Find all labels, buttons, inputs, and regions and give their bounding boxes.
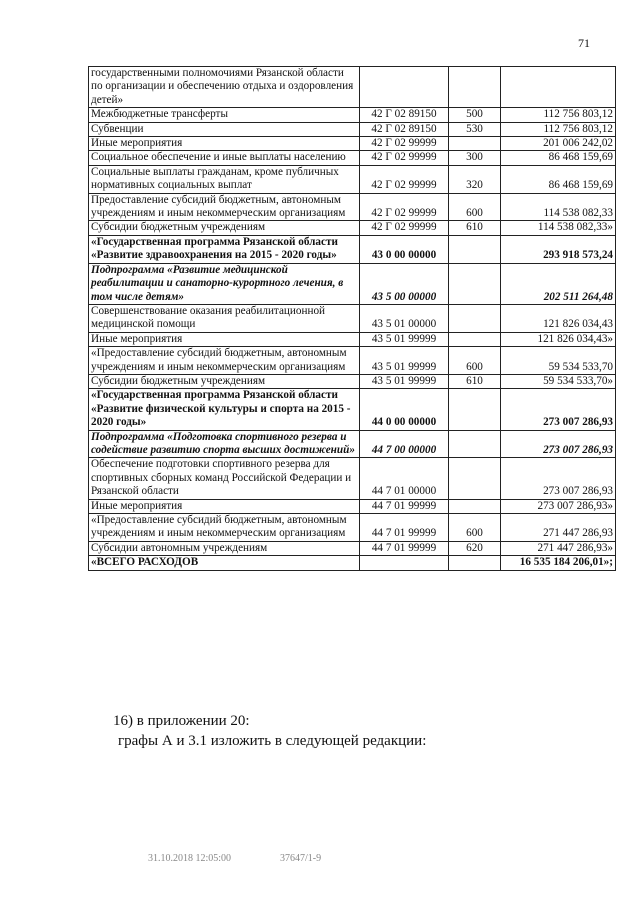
row-vr <box>449 304 501 332</box>
row-name: Обеспечение подготовки спортивного резерва для спортивных сборных команд Российской Федерации и Рязанской области <box>89 458 360 499</box>
row-sum: 273 007 286,93 <box>501 430 616 458</box>
row-sum: 121 826 034,43 <box>501 304 616 332</box>
row-csr <box>360 67 449 108</box>
table-row <box>89 221 616 235</box>
table-row <box>89 514 616 542</box>
row-sum: 112 756 803,12 <box>501 122 616 136</box>
row-name: Межбюджетные трансферты <box>89 108 360 122</box>
row-vr: 600 <box>449 193 501 221</box>
row-sum: 114 538 082,33 <box>501 193 616 221</box>
row-vr: 300 <box>449 151 501 165</box>
row-name: Социальное обеспечение и иные выплаты населению <box>89 151 360 165</box>
row-vr: 600 <box>449 347 501 375</box>
row-sum: 293 918 573,24 <box>501 235 616 263</box>
row-csr: 42 Г 02 99999 <box>360 151 449 165</box>
row-name: Субсидии бюджетным учреждениям <box>89 221 360 235</box>
page-number: 71 <box>578 36 590 50</box>
row-csr: 44 0 00 00000 <box>360 389 449 430</box>
row-vr <box>449 67 501 108</box>
row-name: Предоставление субсидий бюджетным, автономным учреждениям и иным некоммерческим организациям <box>89 193 360 221</box>
row-sum: 273 007 286,93» <box>501 499 616 513</box>
row-name: государственными полномочиями Рязанской области по организации и обеспечению отдыха и оздоровления детей» <box>89 67 360 108</box>
row-name: Подпрограмма «Подготовка спортивного резерва и содействие развитию спорта высших достижений» <box>89 430 360 458</box>
row-csr: 44 7 01 99999 <box>360 541 449 555</box>
row-sum: 86 468 159,69 <box>501 151 616 165</box>
row-sum: 271 447 286,93 <box>501 514 616 542</box>
budget-table <box>88 66 616 571</box>
table-row <box>89 430 616 458</box>
table-row <box>89 235 616 263</box>
table-row <box>89 389 616 430</box>
row-name: «Государственная программа Рязанской области «Развитие физической культуры и спорта на 2015 - 2020 годы» <box>89 389 360 430</box>
table-row <box>89 165 616 193</box>
row-sum: 271 447 286,93» <box>501 541 616 555</box>
row-name: Иные мероприятия <box>89 332 360 346</box>
row-name: Иные мероприятия <box>89 499 360 513</box>
table-row <box>89 67 616 108</box>
row-csr: 43 5 01 99999 <box>360 374 449 388</box>
after-text-line1: 16) в приложении 20: <box>113 713 250 729</box>
budget-table-body <box>89 67 616 571</box>
row-csr: 43 5 00 00000 <box>360 263 449 304</box>
table-row <box>89 263 616 304</box>
row-name: «ВСЕГО РАСХОДОВ <box>89 556 360 570</box>
row-vr <box>449 430 501 458</box>
table-row <box>89 151 616 165</box>
row-sum: 59 534 533,70 <box>501 347 616 375</box>
row-csr <box>360 556 449 570</box>
row-sum: 273 007 286,93 <box>501 458 616 499</box>
table-row <box>89 193 616 221</box>
table-row <box>89 108 616 122</box>
row-name: «Предоставление субсидий бюджетным, автономным учреждениям и иным некоммерческим организациям <box>89 347 360 375</box>
row-csr: 42 Г 02 99999 <box>360 193 449 221</box>
row-name: Субсидии автономным учреждениям <box>89 541 360 555</box>
row-vr <box>449 332 501 346</box>
table-row <box>89 541 616 555</box>
table-row <box>89 458 616 499</box>
row-csr: 44 7 01 99999 <box>360 514 449 542</box>
row-vr <box>449 389 501 430</box>
row-name: «Предоставление субсидий бюджетным, автономным учреждениям и иным некоммерческим организациям <box>89 514 360 542</box>
row-vr <box>449 556 501 570</box>
row-vr <box>449 458 501 499</box>
row-vr: 500 <box>449 108 501 122</box>
row-csr: 42 Г 02 89150 <box>360 122 449 136</box>
table-row <box>89 499 616 513</box>
table-row <box>89 332 616 346</box>
row-vr <box>449 263 501 304</box>
row-name: Иные мероприятия <box>89 137 360 151</box>
row-vr: 620 <box>449 541 501 555</box>
row-sum: 273 007 286,93 <box>501 389 616 430</box>
table-row <box>89 122 616 136</box>
after-text-line2: графы А и 3.1 изложить в следующей редакции: <box>118 733 427 749</box>
row-sum: 121 826 034,43» <box>501 332 616 346</box>
table-row <box>89 374 616 388</box>
row-vr <box>449 235 501 263</box>
row-sum: 59 534 533,70» <box>501 374 616 388</box>
row-name: Социальные выплаты гражданам, кроме публичных нормативных социальных выплат <box>89 165 360 193</box>
row-csr: 43 0 00 00000 <box>360 235 449 263</box>
footer-date: 31.10.2018 12:05:00 <box>148 853 232 864</box>
row-sum: 201 006 242,02 <box>501 137 616 151</box>
row-csr: 42 Г 02 99999 <box>360 221 449 235</box>
row-sum: 114 538 082,33» <box>501 221 616 235</box>
row-sum: 202 511 264,48 <box>501 263 616 304</box>
row-vr: 610 <box>449 374 501 388</box>
row-csr: 44 7 00 00000 <box>360 430 449 458</box>
row-vr: 530 <box>449 122 501 136</box>
table-row <box>89 304 616 332</box>
row-name: Субсидии бюджетным учреждениям <box>89 374 360 388</box>
table-row-total <box>89 556 616 570</box>
row-sum <box>501 67 616 108</box>
row-name: Совершенствование оказания реабилитационной медицинской помощи <box>89 304 360 332</box>
row-sum: 86 468 159,69 <box>501 165 616 193</box>
row-csr: 42 Г 02 89150 <box>360 108 449 122</box>
row-vr: 610 <box>449 221 501 235</box>
row-csr: 44 7 01 00000 <box>360 458 449 499</box>
row-csr: 43 5 01 00000 <box>360 304 449 332</box>
table-row <box>89 137 616 151</box>
row-csr: 42 Г 02 99999 <box>360 137 449 151</box>
row-name: «Государственная программа Рязанской области «Развитие здравоохранения на 2015 - 2020 годы» <box>89 235 360 263</box>
row-csr: 43 5 01 99999 <box>360 347 449 375</box>
row-name: Подпрограмма «Развитие медицинской реабилитации и санаторно-курортного лечения, в том числе детям» <box>89 263 360 304</box>
row-vr: 600 <box>449 514 501 542</box>
row-csr: 43 5 01 99999 <box>360 332 449 346</box>
row-csr: 44 7 01 99999 <box>360 499 449 513</box>
row-vr <box>449 137 501 151</box>
table-row <box>89 347 616 375</box>
row-vr: 320 <box>449 165 501 193</box>
row-sum: 16 535 184 206,01»; <box>501 556 616 570</box>
row-csr: 42 Г 02 99999 <box>360 165 449 193</box>
row-sum: 112 756 803,12 <box>501 108 616 122</box>
footer-code: 37647/1-9 <box>280 853 322 864</box>
row-name: Субвенции <box>89 122 360 136</box>
row-vr <box>449 499 501 513</box>
